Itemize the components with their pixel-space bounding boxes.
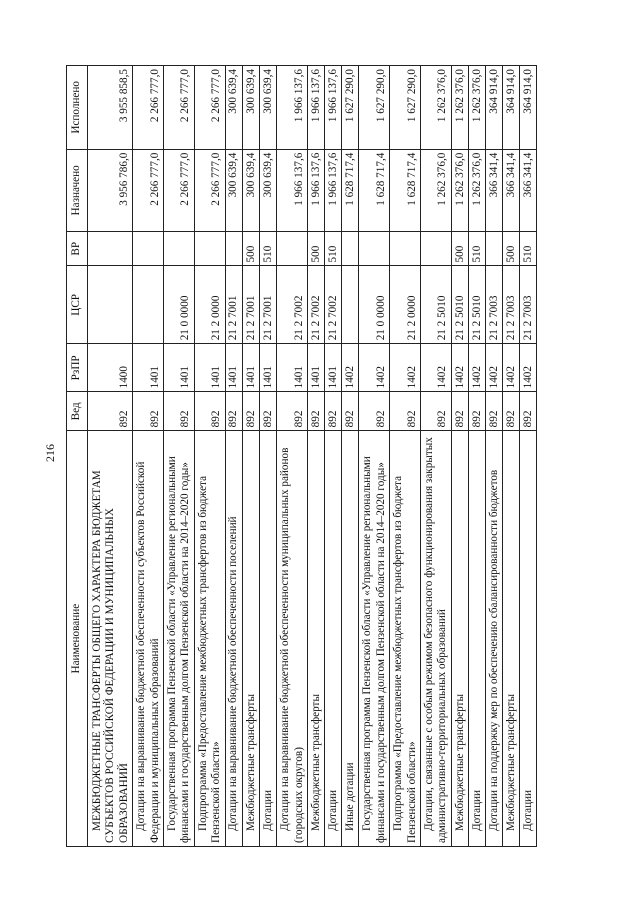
row-csr xyxy=(88,266,133,344)
row-ispolneno: 2 266 777,0 xyxy=(132,66,163,150)
row-name-text: Государственная программа Пензенской области «Управление региональными финансами и государственным долгом Пензенской области на 2014–2020 годы» xyxy=(361,456,387,843)
row-vr: 500 xyxy=(307,232,324,266)
row-naznacheno: 1 628 717,4 xyxy=(341,149,358,231)
table-row xyxy=(341,66,358,847)
row-ved: 892 xyxy=(341,392,358,431)
row-csr: 21 0 0000 xyxy=(358,266,389,344)
row-csr: 21 2 7001 xyxy=(242,266,259,344)
row-ved: 892 xyxy=(502,392,519,431)
row-csr: 21 2 0000 xyxy=(194,266,225,344)
row-name xyxy=(132,431,163,847)
row-ved: 892 xyxy=(132,392,163,431)
row-ispolneno: 1 262 376,0 xyxy=(468,66,485,150)
row-ved: 892 xyxy=(307,392,324,431)
row-rzpr: 1401 xyxy=(163,344,194,392)
table-row xyxy=(324,66,341,847)
row-ispolneno: 300 639,4 xyxy=(225,66,242,150)
row-name-text: Дотации на выравнивание бюджетной обеспеченности поселений xyxy=(227,516,240,831)
row-vr: 510 xyxy=(259,232,276,266)
budget-table-container xyxy=(66,65,537,847)
table-row xyxy=(132,66,163,847)
row-ispolneno: 364 914,0 xyxy=(519,66,536,150)
row-rzpr: 1401 xyxy=(225,344,242,392)
row-name-text: Государственная программа Пензенской области «Управление региональными финансами и государственным долгом Пензенской области на 2014–2020 годы» xyxy=(166,456,192,843)
row-vr xyxy=(420,232,451,266)
row-rzpr: 1402 xyxy=(468,344,485,392)
row-name xyxy=(242,431,259,847)
row-naznacheno: 1 262 376,0 xyxy=(468,149,485,231)
row-name-text: Межбюджетные трансферты xyxy=(504,694,517,831)
row-name xyxy=(358,431,389,847)
row-vr xyxy=(163,232,194,266)
row-csr: 21 2 0000 xyxy=(389,266,420,344)
row-naznacheno: 1 966 137,6 xyxy=(276,149,307,231)
row-ispolneno: 1 966 137,6 xyxy=(307,66,324,150)
row-ved: 892 xyxy=(242,392,259,431)
row-ispolneno: 1 627 290,0 xyxy=(389,66,420,150)
header-name: Наименование xyxy=(67,431,88,847)
row-naznacheno: 3 956 786,0 xyxy=(88,149,133,231)
row-naznacheno: 1 966 137,6 xyxy=(324,149,341,231)
row-rzpr: 1402 xyxy=(420,344,451,392)
row-csr: 21 0 0000 xyxy=(163,266,194,344)
header-naznacheno: Назначено xyxy=(67,149,88,231)
table-row xyxy=(468,66,485,847)
header-vr: ВР xyxy=(67,232,88,266)
table-row xyxy=(485,66,502,847)
row-naznacheno: 1 966 137,6 xyxy=(307,149,324,231)
row-csr xyxy=(132,266,163,344)
row-vr xyxy=(225,232,242,266)
page-number: 216 xyxy=(43,444,57,462)
row-vr: 500 xyxy=(242,232,259,266)
row-ved: 892 xyxy=(194,392,225,431)
table-body xyxy=(88,66,537,847)
row-rzpr: 1401 xyxy=(307,344,324,392)
row-csr: 21 2 5010 xyxy=(468,266,485,344)
table-row xyxy=(194,66,225,847)
row-name xyxy=(163,431,194,847)
row-name xyxy=(420,431,451,847)
row-naznacheno: 2 266 777,0 xyxy=(132,149,163,231)
row-ved: 892 xyxy=(358,392,389,431)
row-vr: 510 xyxy=(519,232,536,266)
row-csr: 21 2 7003 xyxy=(519,266,536,344)
row-name xyxy=(519,431,536,847)
row-csr xyxy=(341,266,358,344)
row-name-text: Дотации на поддержку мер по обеспечению сбалансированности бюджетов xyxy=(487,469,500,831)
row-name-text: Межбюджетные трансферты xyxy=(244,694,257,831)
row-name xyxy=(485,431,502,847)
row-name-text: Подпрограмма «Предоставление межбюджетных трансфертов из бюджета Пензенской области» xyxy=(197,475,223,843)
row-name-text: Дотации, связанные с особым режимом безопасного функционирования закрытых административно-территориальных образований xyxy=(423,437,449,843)
row-rzpr: 1401 xyxy=(132,344,163,392)
row-naznacheno: 2 266 777,0 xyxy=(163,149,194,231)
row-name xyxy=(389,431,420,847)
table-row xyxy=(519,66,536,847)
table-row xyxy=(451,66,468,847)
row-ispolneno: 364 914,0 xyxy=(485,66,502,150)
row-vr xyxy=(132,232,163,266)
row-vr: 500 xyxy=(451,232,468,266)
table-row xyxy=(502,66,519,847)
table-row xyxy=(242,66,259,847)
row-csr: 21 2 7002 xyxy=(307,266,324,344)
header-rzpr: РзПР xyxy=(67,344,88,392)
row-name xyxy=(88,431,133,847)
row-ved: 892 xyxy=(225,392,242,431)
row-csr: 21 2 5010 xyxy=(451,266,468,344)
row-name xyxy=(276,431,307,847)
table-row xyxy=(358,66,389,847)
row-naznacheno: 1 262 376,0 xyxy=(451,149,468,231)
row-rzpr: 1402 xyxy=(519,344,536,392)
row-ispolneno: 300 639,4 xyxy=(242,66,259,150)
row-name xyxy=(451,431,468,847)
row-naznacheno: 1 262 376,0 xyxy=(420,149,451,231)
row-ispolneno: 300 639,4 xyxy=(259,66,276,150)
budget-table xyxy=(66,65,537,847)
table-row xyxy=(420,66,451,847)
row-ispolneno: 1 627 290,0 xyxy=(358,66,389,150)
row-ispolneno: 1 627 290,0 xyxy=(341,66,358,150)
row-ispolneno: 1 966 137,6 xyxy=(276,66,307,150)
row-rzpr: 1401 xyxy=(324,344,341,392)
row-name-text: Дотации xyxy=(261,789,274,831)
row-vr xyxy=(389,232,420,266)
table-header-row xyxy=(67,66,88,847)
table-row xyxy=(163,66,194,847)
row-csr: 21 2 7001 xyxy=(225,266,242,344)
row-vr: 510 xyxy=(468,232,485,266)
row-name-text: Подпрограмма «Предоставление межбюджетных трансфертов из бюджета Пензенской области» xyxy=(392,475,418,843)
row-rzpr: 1401 xyxy=(259,344,276,392)
row-naznacheno: 366 341,4 xyxy=(502,149,519,231)
row-ved: 892 xyxy=(485,392,502,431)
row-csr: 21 2 7002 xyxy=(324,266,341,344)
header-ved: Вед xyxy=(67,392,88,431)
row-rzpr: 1400 xyxy=(88,344,133,392)
row-naznacheno: 366 341,4 xyxy=(485,149,502,231)
table-row xyxy=(389,66,420,847)
row-ved: 892 xyxy=(163,392,194,431)
row-ved: 892 xyxy=(389,392,420,431)
row-vr xyxy=(358,232,389,266)
row-name-text: Межбюджетные трансферты xyxy=(453,694,466,831)
row-ved: 892 xyxy=(451,392,468,431)
row-csr: 21 2 7002 xyxy=(276,266,307,344)
row-ved: 892 xyxy=(420,392,451,431)
table-row xyxy=(307,66,324,847)
row-ved: 892 xyxy=(519,392,536,431)
row-rzpr: 1402 xyxy=(341,344,358,392)
table-row xyxy=(88,66,133,847)
row-name-text: Дотации xyxy=(326,789,339,831)
row-name-text: Дотации xyxy=(521,789,534,831)
row-ispolneno: 1 262 376,0 xyxy=(420,66,451,150)
row-ispolneno: 364 914,0 xyxy=(502,66,519,150)
table-row xyxy=(225,66,242,847)
row-vr xyxy=(194,232,225,266)
row-csr: 21 2 5010 xyxy=(420,266,451,344)
row-name xyxy=(225,431,242,847)
row-name xyxy=(324,431,341,847)
row-naznacheno: 300 639,4 xyxy=(225,149,242,231)
table-row xyxy=(259,66,276,847)
row-naznacheno: 366 341,4 xyxy=(519,149,536,231)
table-row xyxy=(276,66,307,847)
row-ispolneno: 2 266 777,0 xyxy=(194,66,225,150)
row-ispolneno: 2 266 777,0 xyxy=(163,66,194,150)
row-ved: 892 xyxy=(324,392,341,431)
row-name-text: Иные дотации xyxy=(343,762,356,831)
row-ispolneno: 1 262 376,0 xyxy=(451,66,468,150)
row-csr: 21 2 7003 xyxy=(502,266,519,344)
row-name-text: Дотации xyxy=(470,789,483,831)
row-name xyxy=(307,431,324,847)
row-naznacheno: 300 639,4 xyxy=(259,149,276,231)
row-ispolneno: 3 955 858,5 xyxy=(88,66,133,150)
row-naznacheno: 1 628 717,4 xyxy=(358,149,389,231)
row-rzpr: 1401 xyxy=(242,344,259,392)
row-vr xyxy=(276,232,307,266)
row-name xyxy=(468,431,485,847)
header-ispolneno: Исполнено xyxy=(67,66,88,150)
row-csr: 21 2 7003 xyxy=(485,266,502,344)
row-naznacheno: 300 639,4 xyxy=(242,149,259,231)
row-naznacheno: 2 266 777,0 xyxy=(194,149,225,231)
row-name-text: Дотации на выравнивание бюджетной обеспеченности субъектов Российской Федерации и муниципальных образований xyxy=(135,461,161,843)
row-ved: 892 xyxy=(88,392,133,431)
row-name-text: Дотации на выравнивание бюджетной обеспеченности муниципальных районов (городских округов) xyxy=(279,447,305,843)
row-ved: 892 xyxy=(259,392,276,431)
row-rzpr: 1401 xyxy=(194,344,225,392)
row-rzpr: 1402 xyxy=(358,344,389,392)
row-ved: 892 xyxy=(276,392,307,431)
row-vr: 500 xyxy=(502,232,519,266)
row-vr xyxy=(341,232,358,266)
row-vr xyxy=(88,232,133,266)
row-csr: 21 2 7001 xyxy=(259,266,276,344)
row-vr: 510 xyxy=(324,232,341,266)
row-name xyxy=(259,431,276,847)
row-name-text: МЕЖБЮДЖЕТНЫЕ ТРАНСФЕРТЫ ОБЩЕГО ХАРАКТЕРА БЮДЖЕТАМ СУБЪЕКТОВ РОССИЙСКОЙ ФЕДЕРАЦИИ И МУНИЦИПАЛЬНЫХ ОБРАЗОВАНИЙ xyxy=(91,470,130,843)
row-rzpr: 1402 xyxy=(502,344,519,392)
row-ispolneno: 1 966 137,6 xyxy=(324,66,341,150)
row-ved: 892 xyxy=(468,392,485,431)
row-rzpr: 1401 xyxy=(276,344,307,392)
row-name xyxy=(341,431,358,847)
row-name-text: Межбюджетные трансферты xyxy=(309,694,322,831)
row-rzpr: 1402 xyxy=(389,344,420,392)
row-name xyxy=(194,431,225,847)
row-name xyxy=(502,431,519,847)
row-rzpr: 1402 xyxy=(451,344,468,392)
header-csr: ЦСР xyxy=(67,266,88,344)
row-rzpr: 1402 xyxy=(485,344,502,392)
row-naznacheno: 1 628 717,4 xyxy=(389,149,420,231)
row-vr xyxy=(485,232,502,266)
